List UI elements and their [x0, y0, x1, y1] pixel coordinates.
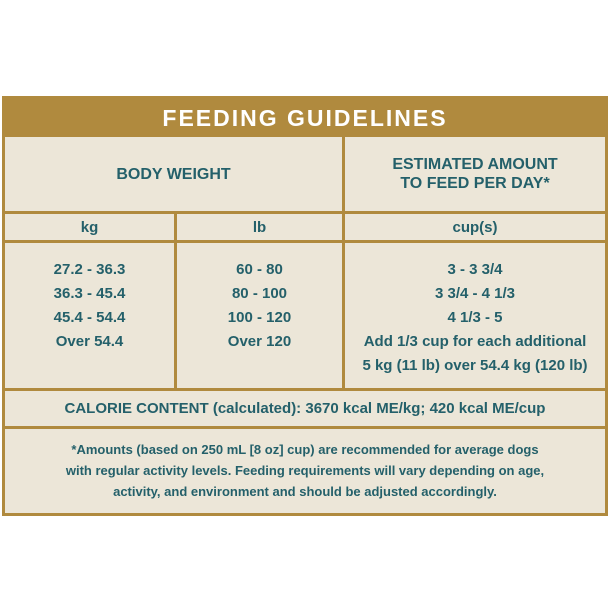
kg-value: Over 54.4 — [55, 333, 124, 350]
footnote — [5, 439, 605, 502]
lb-value: 100 - 120 — [227, 309, 292, 326]
calorie-content: CALORIE CONTENT (calculated): 3670 kcal ME/kg; 420 kcal ME/cup — [64, 400, 546, 417]
divider-units-bottom — [5, 240, 605, 243]
divider-calorie-bottom — [5, 426, 605, 429]
estimated-amount-line2: TO FEED PER DAY* — [400, 175, 550, 192]
lb-value: 80 - 100 — [231, 285, 288, 302]
lb-value: Over 120 — [227, 333, 292, 350]
estimated-amount-header — [345, 137, 605, 211]
body-weight-header: BODY WEIGHT — [116, 165, 231, 183]
cups-value: 4 1/3 - 5 — [447, 309, 503, 326]
feeding-guidelines-title: FEEDING GUIDELINES — [5, 99, 605, 137]
kg-value: 36.3 - 45.4 — [53, 285, 126, 302]
kg-value: 27.2 - 36.3 — [53, 261, 126, 278]
cups-value: 3 - 3 3/4 — [447, 261, 503, 278]
lb-values — [177, 258, 342, 354]
cups-value: Add 1/3 cup for each additional — [363, 333, 587, 350]
footnote-line2: with regular activity levels. Feeding requirements will vary depending on age, — [65, 463, 545, 478]
cups-value: 5 kg (11 lb) over 54.4 kg (120 lb) — [362, 357, 588, 374]
cups-column-header: cup(s) — [452, 218, 498, 236]
lb-column-header: lb — [252, 218, 267, 236]
cups-value: 3 3/4 - 4 1/3 — [434, 285, 516, 302]
kg-value: 45.4 - 54.4 — [53, 309, 126, 326]
estimated-amount-line1: ESTIMATED AMOUNT — [392, 156, 558, 173]
footnote-line3: activity, and environment and should be adjusted accordingly. — [113, 484, 497, 499]
cups-values — [345, 258, 605, 378]
feeding-guidelines-panel — [2, 96, 608, 516]
footnote-line1: *Amounts (based on 250 mL [8 oz] cup) are recommended for average dogs — [71, 442, 539, 457]
kg-column-header: kg — [80, 218, 99, 236]
lb-value: 60 - 80 — [236, 261, 283, 278]
kg-values — [5, 258, 174, 354]
